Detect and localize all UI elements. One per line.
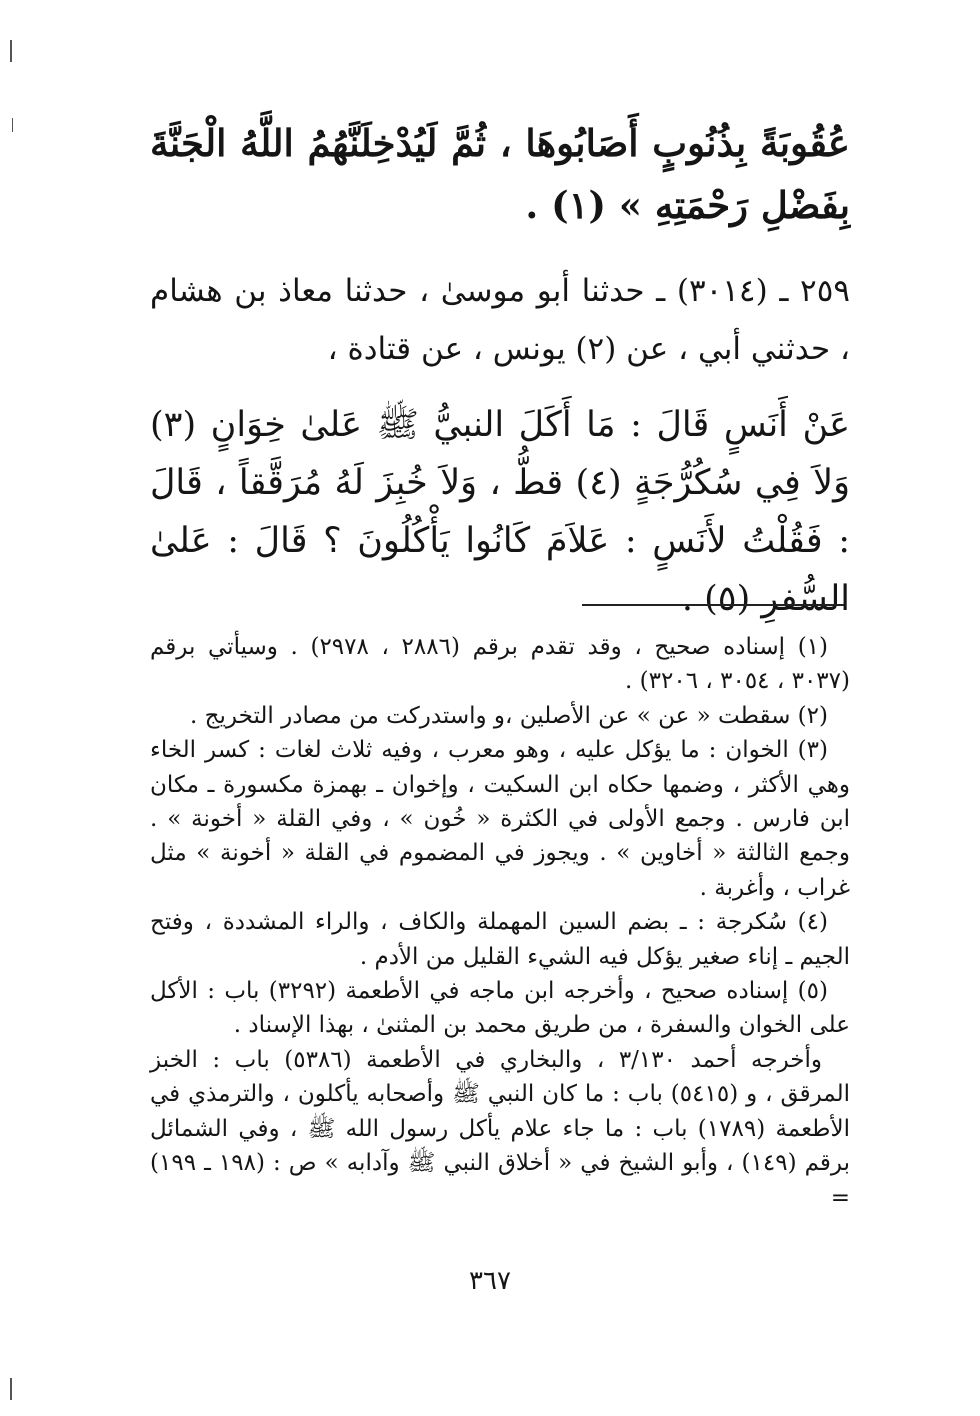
page-number: ٣٦٧ bbox=[469, 1266, 511, 1296]
footnote-2: (٢) سقطت « عن » عن الأصلين ،و واستدركت من مصادر التخريج . bbox=[190, 702, 828, 729]
footnote-1: (١) إسناده صحيح ، وقد تقدم برقم (٢٨٨٦ ، ٢٩٧٨) . وسيأتي برقم (٣٠٣٧ ، ٣٠٥٤ ، ٣٢٠٦) . bbox=[150, 634, 850, 695]
page-edge-mark bbox=[10, 1378, 12, 1400]
footnote-5-continued: وأخرجه أحمد ٣/١٣٠ ، والبخاري في الأطعمة (٥٣٨٦) باب : الخبز المرقق ، و (٥٤١٥) باب : ما كان النبي ﷺ وأصحابه يأكلون ، والترمذي في الأطعمة (١٧٨٩) باب : ما جاء علام يأكل رسول الله ﷺ ، وفي الشمائل برقم (١٤٩) ، وأبو الشيخ في « أخلاق النبي ﷺ وآدابه » ص : (١٩٨ ـ ١٩٩) = bbox=[150, 1046, 851, 1211]
verse-continuation: عُقُوبَةً بِذُنُوبٍ أَصَابُوهَا ، ثُمَّ لَيُدْخِلَنَّهُمُ اللَّهُ الْجَنَّةَ بِفَضْلِ رَحْمَتِهِ » (١) . bbox=[150, 121, 850, 227]
footnote-5: (٥) إسناده صحيح ، وأخرجه ابن ماجه في الأطعمة (٣٢٩٢) باب : الأكل على الخوان والسفرة ، من طريق محمد بن المثنىٰ ، بهذا الإسناد . bbox=[150, 978, 850, 1039]
footnote-3: (٣) الخوان : ما يؤكل عليه ، وهو معرب ، وفيه ثلاث لغات : كسر الخاء وهي الأكثر ، وضمها حكاه ابن السكيت ، وإخوان ـ بهمزة مكسورة ـ مكان ابن فارس . وجمع الأولى في الكثرة « خُون » ، وفي القلة « أخونة » . وجمع الثالثة « أخاوين » . ويجوز في المضموم في القلة « أخونة » مثل غراب ، وأغربة . bbox=[150, 737, 850, 901]
hadith-text: عَنْ أَنَسٍ قَالَ : مَا أَكَلَ النبيُّ ﷺ عَلىٰ خِوَانٍ (٣) وَلاَ فِي سُكُرُّجَةٍ (٤) قطُّ ، وَلاَ خُبِزَ لَهُ مُرَقَّقاً ، قَالَ : فَقُلْتُ لأَنَسٍ : عَلاَمَ كَانُوا يَأْكُلُونَ ؟ قَالَ : عَلىٰ السُّفرِ (٥) . bbox=[150, 405, 850, 619]
page-edge-mark bbox=[12, 118, 13, 132]
hadith-chain: ٢٥٩ ـ (٣٠١٤) ـ حدثنا أبو موسىٰ ، حدثنا معاذ بن هشام ، حدثني أبي ، عن (٢) يونس ، عن قتادة ، bbox=[150, 273, 850, 367]
footnote-4: (٤) سُكرجة : ـ بضم السين المهملة والكاف ، والراء المشددة ، وفتح الجيم ـ إناء صغير يؤكل فيه الشيء القليل من الأدم . bbox=[150, 909, 850, 970]
footnote-divider bbox=[582, 604, 844, 606]
page-edge-mark bbox=[10, 40, 12, 62]
footnotes bbox=[150, 630, 850, 1215]
